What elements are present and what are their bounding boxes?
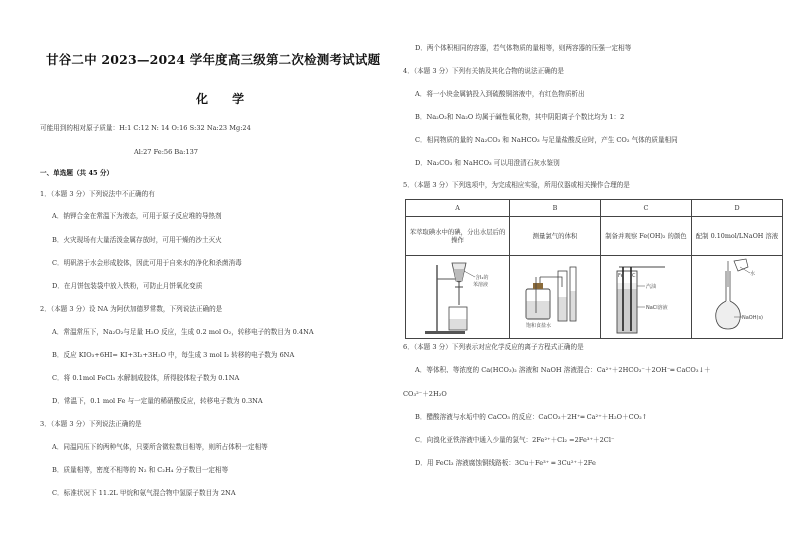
q1-option-b[interactable]: B．火灾现场有大量活泼金属存放时，可用干燥的沙土灭火: [52, 236, 222, 244]
q1-option-a[interactable]: A．钠钾合金在常温下为液态，可用于原子反应堆的导热剂: [52, 212, 222, 220]
col-header-a: A: [406, 200, 510, 217]
q4-option-d[interactable]: D．Na₂CO₃ 和 NaHCO₃ 可以用澄清石灰水鉴别: [415, 159, 560, 167]
apparatus-c: [601, 256, 692, 339]
atomic-mass-line-2: Al:27 Fe:56 Ba:137: [134, 148, 198, 156]
electrolysis-icon: [603, 257, 689, 337]
q3-option-d[interactable]: D．两个体积相同的容器，若气体物质的量相等，则两容器的压强一定相等: [415, 44, 632, 52]
desc-a: 苯萃取碘水中的碘，分出水层后的操作: [406, 217, 510, 256]
desc-d: 配制 0.10mol/LNaOH 溶液: [692, 217, 783, 256]
q2-option-b[interactable]: B．反应 KIO₃+6HI= KI+3I₂+3H₂O 中，每生成 3 mol I₂ 转移的电子数为 6NA: [52, 351, 295, 359]
apparatus-b: [510, 256, 601, 339]
q3-option-b[interactable]: B．质量相等，密度不相等的 N₂ 和 C₂H₄ 分子数目一定相等: [52, 466, 229, 474]
q1-option-d[interactable]: D．在月饼包装袋中放入铁粉，可防止月饼氧化变质: [52, 282, 203, 290]
label-fe-electrode: Fe: [618, 273, 624, 279]
label-brine: 饱和食盐水: [526, 323, 552, 329]
col-header-b: B: [510, 200, 601, 217]
label-nacl: NaCl溶液: [646, 305, 668, 311]
desc-c: 制备并观察 Fe(OH)₂ 的颜色: [601, 217, 692, 256]
q2-option-a[interactable]: A．常温常压下，Na₂O₂与足量 H₂O 反应，生成 0.2 mol O₂，转移电子的数目为 0.4NA: [52, 328, 314, 336]
q5-experiment-table: [405, 199, 783, 339]
label-gasoline: 汽油: [646, 284, 657, 290]
q3-stem: 3．（本题 3 分）下列说法正确的是: [40, 420, 142, 428]
label-water: 水: [750, 271, 756, 277]
q4-option-c[interactable]: C．相同物质的量的 Na₂CO₃ 和 NaHCO₃ 与足量盐酸反应时，产生 CO₂ 气体的质量相同: [415, 136, 678, 144]
q3-option-c[interactable]: C．标准状况下 11.2L 甲烷和氨气混合物中氢原子数目为 2NA: [52, 489, 236, 497]
label-iodine: 含I₂的: [474, 275, 488, 281]
separatory-funnel-icon: [415, 257, 501, 337]
label-naoh-solid: NaOH(s): [742, 315, 764, 321]
col-header-d: D: [692, 200, 783, 217]
q5-stem: 5．（本题 3 分）下列选项中，为完成相应实验，所用仪器或相关操作合理的是: [403, 181, 630, 189]
q4-option-b[interactable]: B．Na₂O₂和 Na₂O 均属于碱性氧化物，其中阴阳离子个数比均为 1：2: [415, 113, 625, 121]
subject-title: 化 学: [196, 92, 255, 106]
q3-option-a[interactable]: A．同温同压下的两种气体，只要所含微粒数目相等，则所占体积一定相等: [52, 443, 268, 451]
q6-option-b[interactable]: B．醋酸溶液与水垢中的 CaCO₃ 的反应：CaCO₃＋2H⁺═ Ca²⁺＋H₂O＋CO₂↑: [415, 413, 648, 421]
q2-option-d[interactable]: D．常温下，0.1 mol Fe 与一定量的稀硝酸反应，转移电子数为 0.3NA: [52, 397, 263, 405]
col-header-c: C: [601, 200, 692, 217]
q6-option-a-line-1[interactable]: A．等体积、等浓度的 Ca(HCO₃)₂ 溶液和 NaOH 溶液混合：Ca²⁺＋2HCO₃⁻＋2OH⁻═ CaCO₃↓＋: [415, 366, 711, 374]
section-title: 一、单选题（共 45 分）: [40, 169, 114, 177]
q1-option-c[interactable]: C．明矾溶于水会形成胶体，因此可用于自来水的净化和杀菌消毒: [52, 259, 242, 267]
label-c-electrode: C: [632, 273, 636, 279]
gas-collection-icon: [512, 257, 598, 337]
apparatus-d: [692, 256, 783, 339]
q2-stem: 2．（本题 3 分）设 NA 为阿伏加德罗常数，下列说法正确的是: [40, 305, 223, 313]
label-benzene: 苯溶液: [472, 282, 488, 288]
q2-option-c[interactable]: C．将 0.1mol FeCl₃ 水解制成胶体，所得胶体粒子数为 0.1NA: [52, 374, 240, 382]
q1-stem: 1．（本题 3 分）下列说法中不正确的有: [40, 190, 155, 198]
q6-option-d[interactable]: D．用 FeCl₃ 溶液腐蚀铜线路板：3Cu＋Fe³⁺ ═ 3Cu²⁺＋2Fe: [415, 459, 596, 467]
left-column: [0, 0, 385, 549]
exam-title: 甘谷二中 2023—2024 学年度高三级第二次检测考试试题: [46, 52, 381, 67]
desc-b: 测量氯气的体积: [510, 217, 601, 256]
q6-stem: 6．（本题 3 分）下列表示对应化学反应的离子方程式正确的是: [403, 343, 584, 351]
q4-stem: 4．（本题 3 分）下列有关钠及其化合物的说法正确的是: [403, 67, 564, 75]
q6-option-a-line-2: CO₃²⁻＋2H₂O: [403, 390, 447, 398]
volumetric-flask-icon: [694, 257, 780, 337]
q4-option-a[interactable]: A．将一小块金属钠投入到硫酸铜溶液中，有红色物质析出: [415, 90, 585, 98]
q6-option-c[interactable]: C．向溴化亚铁溶液中通入少量的氯气：2Fe²⁺＋Cl₂ =2Fe³⁺＋2Cl⁻: [415, 436, 615, 444]
atomic-mass-line-1: 可能用到的相对原子质量：H:1 C:12 N: 14 O:16 S:32 Na:23 Mg:24: [40, 124, 251, 132]
apparatus-a: [406, 256, 510, 339]
